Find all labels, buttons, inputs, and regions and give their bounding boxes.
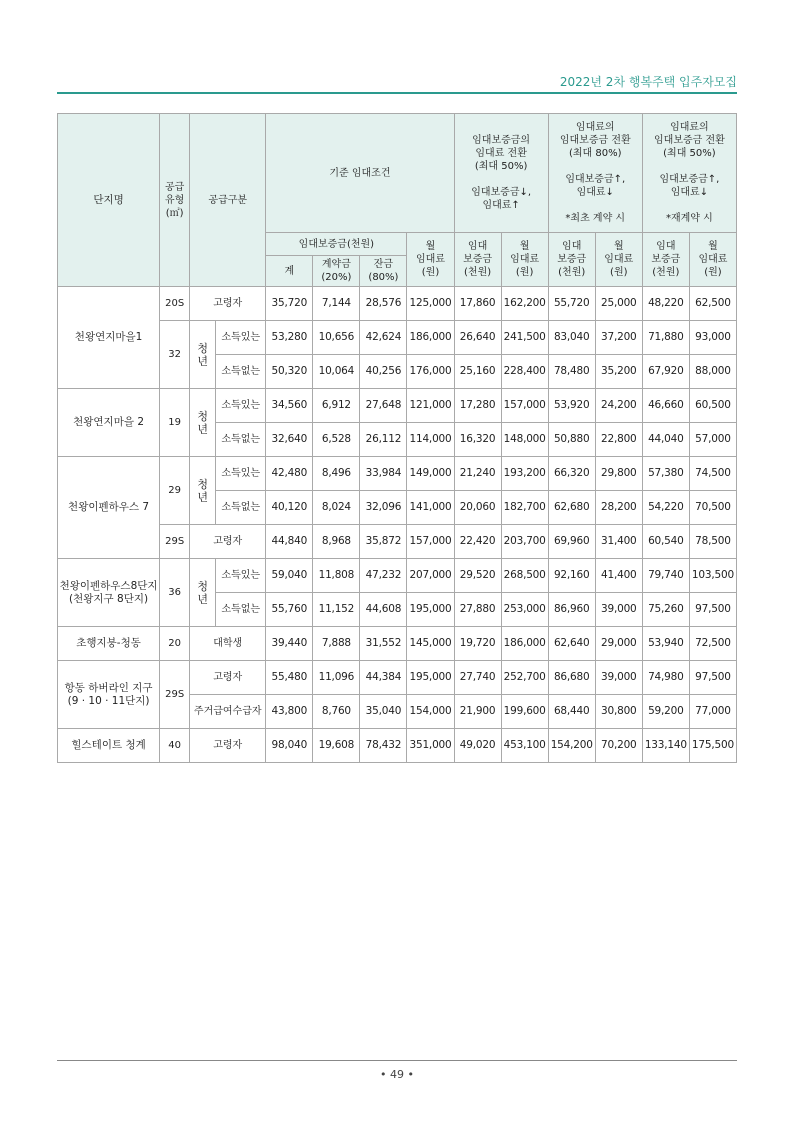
complex-name: 힐스테이트 청계	[58, 729, 160, 763]
conv3-rent: 103,500	[689, 559, 736, 593]
down-payment: 8,496	[313, 457, 360, 491]
supply-category: 소득있는	[216, 321, 266, 355]
header-conv3-rent: 월 임대료 (원)	[689, 233, 736, 287]
conv3-deposit: 75,260	[642, 593, 689, 627]
conv2-deposit: 154,200	[548, 729, 595, 763]
conv2-deposit: 68,440	[548, 695, 595, 729]
down-payment: 6,912	[313, 389, 360, 423]
conv3-deposit: 44,040	[642, 423, 689, 457]
conv3-rent: 74,500	[689, 457, 736, 491]
conv2-deposit: 78,480	[548, 355, 595, 389]
supply-category: 고령자	[190, 525, 266, 559]
conv2-deposit: 86,680	[548, 661, 595, 695]
header-deposit-to-rent-conversion: 임대보증금의 임대료 전환 (최대 50%) 임대보증금↓, 임대료↑	[454, 114, 548, 233]
supply-type: 19	[160, 389, 190, 457]
supply-type: 20S	[160, 287, 190, 321]
youth-label: 청 년	[190, 389, 216, 457]
footer-divider	[57, 1060, 737, 1061]
conv1-rent: 252,700	[501, 661, 548, 695]
conv3-deposit: 53,940	[642, 627, 689, 661]
conv1-deposit: 26,640	[454, 321, 501, 355]
down-payment: 6,528	[313, 423, 360, 457]
conv3-deposit: 48,220	[642, 287, 689, 321]
conv2-rent: 39,000	[595, 593, 642, 627]
monthly-rent: 125,000	[407, 287, 454, 321]
conv1-deposit: 49,020	[454, 729, 501, 763]
conv2-rent: 22,800	[595, 423, 642, 457]
conv2-deposit: 62,640	[548, 627, 595, 661]
conv1-deposit: 20,060	[454, 491, 501, 525]
conv1-deposit: 16,320	[454, 423, 501, 457]
conv1-deposit: 29,520	[454, 559, 501, 593]
conv3-deposit: 60,540	[642, 525, 689, 559]
supply-category: 소득없는	[216, 491, 266, 525]
conv3-rent: 93,000	[689, 321, 736, 355]
youth-label: 청 년	[190, 457, 216, 525]
conv2-deposit: 53,920	[548, 389, 595, 423]
conv2-rent: 39,000	[595, 661, 642, 695]
conv3-rent: 77,000	[689, 695, 736, 729]
table-row	[58, 321, 737, 355]
page-number: • 49 •	[380, 1068, 414, 1081]
conv1-rent: 193,200	[501, 457, 548, 491]
rental-conditions-table	[57, 113, 737, 763]
conv3-deposit: 59,200	[642, 695, 689, 729]
conv2-rent: 70,200	[595, 729, 642, 763]
deposit-total: 32,640	[266, 423, 313, 457]
balance: 40,256	[360, 355, 407, 389]
conv3-rent: 97,500	[689, 661, 736, 695]
conv2-deposit: 86,960	[548, 593, 595, 627]
monthly-rent: 195,000	[407, 593, 454, 627]
conv1-rent: 453,100	[501, 729, 548, 763]
table-row	[58, 389, 737, 423]
supply-category: 고령자	[190, 729, 266, 763]
monthly-rent: 121,000	[407, 389, 454, 423]
complex-name: 천왕연지마을1	[58, 287, 160, 389]
balance: 42,624	[360, 321, 407, 355]
conv2-deposit: 66,320	[548, 457, 595, 491]
monthly-rent: 351,000	[407, 729, 454, 763]
document-header-title: 2022년 2차 행복주택 입주자모집	[559, 75, 737, 89]
conv3-rent: 97,500	[689, 593, 736, 627]
conv3-rent: 72,500	[689, 627, 736, 661]
conv2-deposit: 92,160	[548, 559, 595, 593]
header-conv3-deposit: 임대 보증금 (천원)	[642, 233, 689, 287]
down-payment: 8,968	[313, 525, 360, 559]
deposit-total: 34,560	[266, 389, 313, 423]
supply-type: 29S	[160, 525, 190, 559]
conv2-rent: 30,800	[595, 695, 642, 729]
down-payment: 7,144	[313, 287, 360, 321]
balance: 27,648	[360, 389, 407, 423]
supply-category: 대학생	[190, 627, 266, 661]
down-payment: 10,656	[313, 321, 360, 355]
conv3-rent: 88,000	[689, 355, 736, 389]
supply-type: 36	[160, 559, 190, 627]
down-payment: 8,024	[313, 491, 360, 525]
supply-category: 고령자	[190, 287, 266, 321]
conv2-rent: 25,000	[595, 287, 642, 321]
conv1-rent: 203,700	[501, 525, 548, 559]
monthly-rent: 141,000	[407, 491, 454, 525]
conv1-deposit: 27,740	[454, 661, 501, 695]
complex-name: 천왕이펜하우스8단지 (천왕지구 8단지)	[58, 559, 160, 627]
conv3-deposit: 74,980	[642, 661, 689, 695]
supply-category: 소득없는	[216, 355, 266, 389]
conv2-rent: 41,400	[595, 559, 642, 593]
balance: 31,552	[360, 627, 407, 661]
conv1-rent: 162,200	[501, 287, 548, 321]
conv2-rent: 29,000	[595, 627, 642, 661]
header-deposit-total: 계	[266, 256, 313, 287]
deposit-total: 55,760	[266, 593, 313, 627]
conv3-rent: 60,500	[689, 389, 736, 423]
deposit-total: 53,280	[266, 321, 313, 355]
deposit-total: 35,720	[266, 287, 313, 321]
supply-category: 소득있는	[216, 389, 266, 423]
conv3-deposit: 46,660	[642, 389, 689, 423]
complex-name: 천왕이펜하우스 7	[58, 457, 160, 559]
table-row	[58, 729, 737, 763]
table-row	[58, 287, 737, 321]
down-payment: 10,064	[313, 355, 360, 389]
conv1-deposit: 21,900	[454, 695, 501, 729]
balance: 35,872	[360, 525, 407, 559]
balance: 78,432	[360, 729, 407, 763]
conv2-rent: 28,200	[595, 491, 642, 525]
conv2-deposit: 50,880	[548, 423, 595, 457]
balance: 33,984	[360, 457, 407, 491]
header-conv1-rent: 월 임대료 (원)	[501, 233, 548, 287]
header-divider	[57, 92, 737, 94]
deposit-total: 43,800	[266, 695, 313, 729]
balance: 32,096	[360, 491, 407, 525]
down-payment: 8,760	[313, 695, 360, 729]
conv1-deposit: 17,860	[454, 287, 501, 321]
table-row	[58, 627, 737, 661]
monthly-rent: 195,000	[407, 661, 454, 695]
supply-category: 소득없는	[216, 423, 266, 457]
balance: 47,232	[360, 559, 407, 593]
conv1-deposit: 19,720	[454, 627, 501, 661]
complex-name: 항동 하버라인 지구 (9 · 10 · 11단지)	[58, 661, 160, 729]
conv1-rent: 182,700	[501, 491, 548, 525]
monthly-rent: 186,000	[407, 321, 454, 355]
conv2-deposit: 83,040	[548, 321, 595, 355]
deposit-total: 98,040	[266, 729, 313, 763]
balance: 44,384	[360, 661, 407, 695]
conv3-rent: 78,500	[689, 525, 736, 559]
header-supply-type: 공급 유형 (㎡)	[160, 114, 190, 287]
supply-category: 소득없는	[216, 593, 266, 627]
deposit-total: 59,040	[266, 559, 313, 593]
conv3-deposit: 79,740	[642, 559, 689, 593]
monthly-rent: 114,000	[407, 423, 454, 457]
conv2-rent: 35,200	[595, 355, 642, 389]
header-monthly-rent: 월 임대료 (원)	[407, 233, 454, 287]
monthly-rent: 154,000	[407, 695, 454, 729]
header-complex-name: 단지명	[58, 114, 160, 287]
monthly-rent: 149,000	[407, 457, 454, 491]
supply-category: 소득있는	[216, 559, 266, 593]
header-deposit: 임대보증금(천원)	[266, 233, 407, 256]
conv1-deposit: 25,160	[454, 355, 501, 389]
deposit-total: 42,480	[266, 457, 313, 491]
supply-category: 고령자	[190, 661, 266, 695]
supply-type: 20	[160, 627, 190, 661]
conv2-deposit: 55,720	[548, 287, 595, 321]
conv1-deposit: 17,280	[454, 389, 501, 423]
conv3-deposit: 67,920	[642, 355, 689, 389]
deposit-total: 55,480	[266, 661, 313, 695]
balance: 28,576	[360, 287, 407, 321]
supply-type: 29	[160, 457, 190, 525]
deposit-total: 39,440	[266, 627, 313, 661]
complex-name: 천왕연지마을 2	[58, 389, 160, 457]
conv1-rent: 186,000	[501, 627, 548, 661]
youth-label: 청 년	[190, 321, 216, 389]
down-payment: 11,808	[313, 559, 360, 593]
conv1-rent: 241,500	[501, 321, 548, 355]
header-down-payment: 계약금 (20%)	[313, 256, 360, 287]
conv1-deposit: 22,420	[454, 525, 501, 559]
table-row	[58, 457, 737, 491]
supply-type: 32	[160, 321, 190, 389]
header-base-rent-conditions: 기준 임대조건	[266, 114, 454, 233]
down-payment: 19,608	[313, 729, 360, 763]
conv3-rent: 57,000	[689, 423, 736, 457]
deposit-total: 40,120	[266, 491, 313, 525]
down-payment: 7,888	[313, 627, 360, 661]
conv1-deposit: 27,880	[454, 593, 501, 627]
down-payment: 11,152	[313, 593, 360, 627]
conv3-deposit: 133,140	[642, 729, 689, 763]
conv2-rent: 37,200	[595, 321, 642, 355]
table-row	[58, 559, 737, 593]
monthly-rent: 145,000	[407, 627, 454, 661]
conv1-rent: 228,400	[501, 355, 548, 389]
conv3-deposit: 71,880	[642, 321, 689, 355]
down-payment: 11,096	[313, 661, 360, 695]
balance: 35,040	[360, 695, 407, 729]
header-balance: 잔금 (80%)	[360, 256, 407, 287]
conv3-rent: 70,500	[689, 491, 736, 525]
conv3-deposit: 54,220	[642, 491, 689, 525]
monthly-rent: 157,000	[407, 525, 454, 559]
table-row	[58, 661, 737, 695]
youth-label: 청 년	[190, 559, 216, 627]
header-rent-to-deposit-renewal: 임대료의 임대보증금 전환 (최대 50%) 임대보증금↑, 임대료↓ *재계약 시	[642, 114, 736, 233]
conv2-deposit: 62,680	[548, 491, 595, 525]
supply-category: 주거급여수급자	[190, 695, 266, 729]
header-conv2-deposit: 임대 보증금 (천원)	[548, 233, 595, 287]
monthly-rent: 207,000	[407, 559, 454, 593]
conv2-rent: 24,200	[595, 389, 642, 423]
conv3-deposit: 57,380	[642, 457, 689, 491]
deposit-total: 44,840	[266, 525, 313, 559]
conv1-rent: 199,600	[501, 695, 548, 729]
table-row	[58, 525, 737, 559]
conv2-rent: 31,400	[595, 525, 642, 559]
conv1-deposit: 21,240	[454, 457, 501, 491]
conv3-rent: 62,500	[689, 287, 736, 321]
conv1-rent: 253,000	[501, 593, 548, 627]
supply-type: 29S	[160, 661, 190, 729]
supply-type: 40	[160, 729, 190, 763]
complex-name: 초행지붕-청동	[58, 627, 160, 661]
conv1-rent: 268,500	[501, 559, 548, 593]
supply-category: 소득있는	[216, 457, 266, 491]
monthly-rent: 176,000	[407, 355, 454, 389]
balance: 44,608	[360, 593, 407, 627]
conv2-deposit: 69,960	[548, 525, 595, 559]
header-rent-to-deposit-initial: 임대료의 임대보증금 전환 (최대 80%) 임대보증금↑, 임대료↓ *최초 계약 시	[548, 114, 642, 233]
balance: 26,112	[360, 423, 407, 457]
header-supply-category: 공급구분	[190, 114, 266, 287]
conv1-rent: 148,000	[501, 423, 548, 457]
conv1-rent: 157,000	[501, 389, 548, 423]
header-conv1-deposit: 임대 보증금 (천원)	[454, 233, 501, 287]
header-conv2-rent: 월 임대료 (원)	[595, 233, 642, 287]
conv2-rent: 29,800	[595, 457, 642, 491]
conv3-rent: 175,500	[689, 729, 736, 763]
deposit-total: 50,320	[266, 355, 313, 389]
